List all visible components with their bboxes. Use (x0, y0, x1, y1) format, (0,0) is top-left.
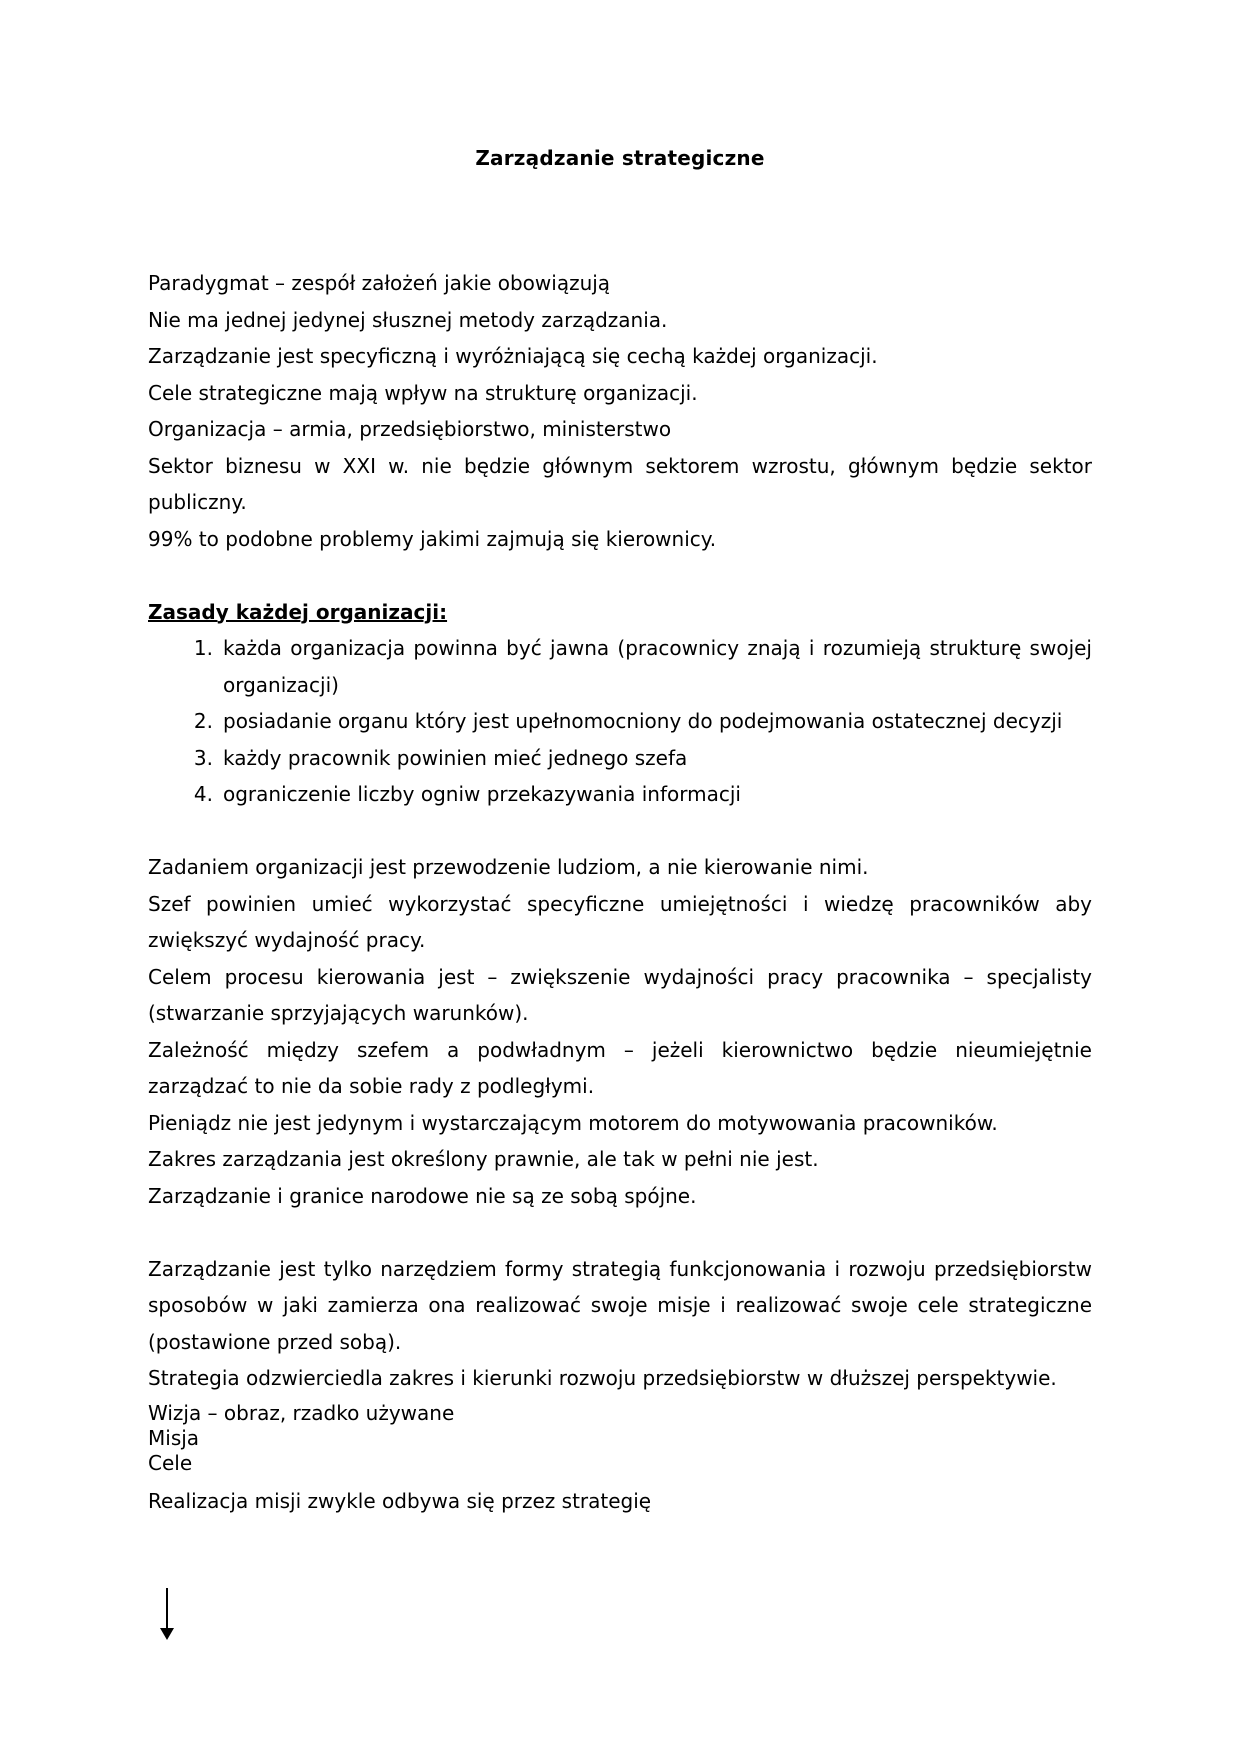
arrow-down-icon (160, 1588, 174, 1640)
rule-number: 3. (193, 745, 213, 770)
rule-item (193, 630, 1092, 703)
section2-line: Pieniądz nie jest jedynym i wystarczającym motorem do motywowania pracowników. (148, 1110, 998, 1135)
rule-item (193, 703, 1092, 740)
rule-number: 2. (193, 709, 213, 733)
tight-line: Cele (148, 1450, 193, 1475)
intro-line: Zarządzanie jest specyficzną i wyróżniającą się cechą każdej organizacji. (148, 344, 878, 368)
intro-line: Nie ma jednej jedynej słusznej metody zarządzania. (148, 307, 668, 332)
section2-line: Szef powinien umieć wykorzystać specyficzne umiejętności i wiedzę pracowników aby zwiększyć wydajność pracy. (148, 891, 1092, 952)
rule-text: ograniczenie liczby ogniw przekazywania informacji (223, 782, 741, 806)
rule-text: każda organizacja powinna być jawna (pracownicy znają i rozumieją strukturę swojej organizacji) (223, 636, 1092, 697)
spacer (148, 1214, 1092, 1251)
document-title: Zarządzanie strategiczne (475, 146, 765, 170)
intro-line: Organizacja – armia, przedsiębiorstwo, ministerstwo (148, 417, 672, 441)
tight-list (148, 1401, 1092, 1476)
final-line: Realizacja misji zwykle odbywa się przez strategię (148, 1488, 652, 1513)
intro-line: Sektor biznesu w XXI w. nie będzie głównym sektorem wzrostu, głównym będzie sektor publiczny. (148, 453, 1092, 514)
rule-item (193, 776, 1092, 813)
document-body (148, 265, 1092, 1519)
section2-line: Celem procesu kierowania jest – zwiększenie wydajności pracy pracownika – specjalisty (stwarzanie sprzyjających warunków). (148, 964, 1092, 1025)
tight-line: Wizja – obraz, rzadko używane (148, 1400, 455, 1425)
section3-line: Zarządzanie jest tylko narzędziem formy strategią funkcjonowania i rozwoju przedsiębiorstw sposobów w jaki zamierza ona realizować swoje misje i realizować swoje cele strategiczne (postawione przed sobą). (148, 1256, 1092, 1354)
rule-text: każdy pracownik powinien mieć jednego szefa (223, 745, 688, 770)
intro-line: Cele strategiczne mają wpływ na strukturę organizacji. (148, 380, 698, 405)
rule-text: posiadanie organu który jest upełnomocniony do podejmowania ostatecznej decyzji (223, 709, 1063, 733)
intro-line: Paradygmat – zespół założeń jakie obowiązują (148, 271, 611, 295)
rules-heading: Zasady każdej organizacji: (148, 599, 448, 624)
section3-line: Strategia odzwierciedla zakres i kierunki rozwoju przedsiębiorstw w dłuższej perspektywie. (148, 1366, 1057, 1390)
rule-number: 1. (193, 636, 213, 660)
section2-line: Zakres zarządzania jest określony prawnie, ale tak w pełni nie jest. (148, 1147, 819, 1171)
section2-line: Zarządzanie i granice narodowe nie są ze sobą spójne. (148, 1183, 697, 1208)
spacer (148, 557, 1092, 594)
section2-line: Zadaniem organizacji jest przewodzenie ludziom, a nie kierowanie nimi. (148, 855, 869, 879)
tight-line: Misja (148, 1425, 200, 1450)
rules-list (148, 630, 1092, 813)
rule-number: 4. (193, 782, 213, 806)
section2-line: Zależność między szefem a podwładnym – jeżeli kierownictwo będzie nieumiejętnie zarządzać to nie da sobie rady z podległymi. (148, 1037, 1092, 1098)
spacer (148, 813, 1092, 850)
rule-item (193, 740, 1092, 777)
intro-line: 99% to podobne problemy jakimi zajmują się kierownicy. (148, 526, 717, 551)
